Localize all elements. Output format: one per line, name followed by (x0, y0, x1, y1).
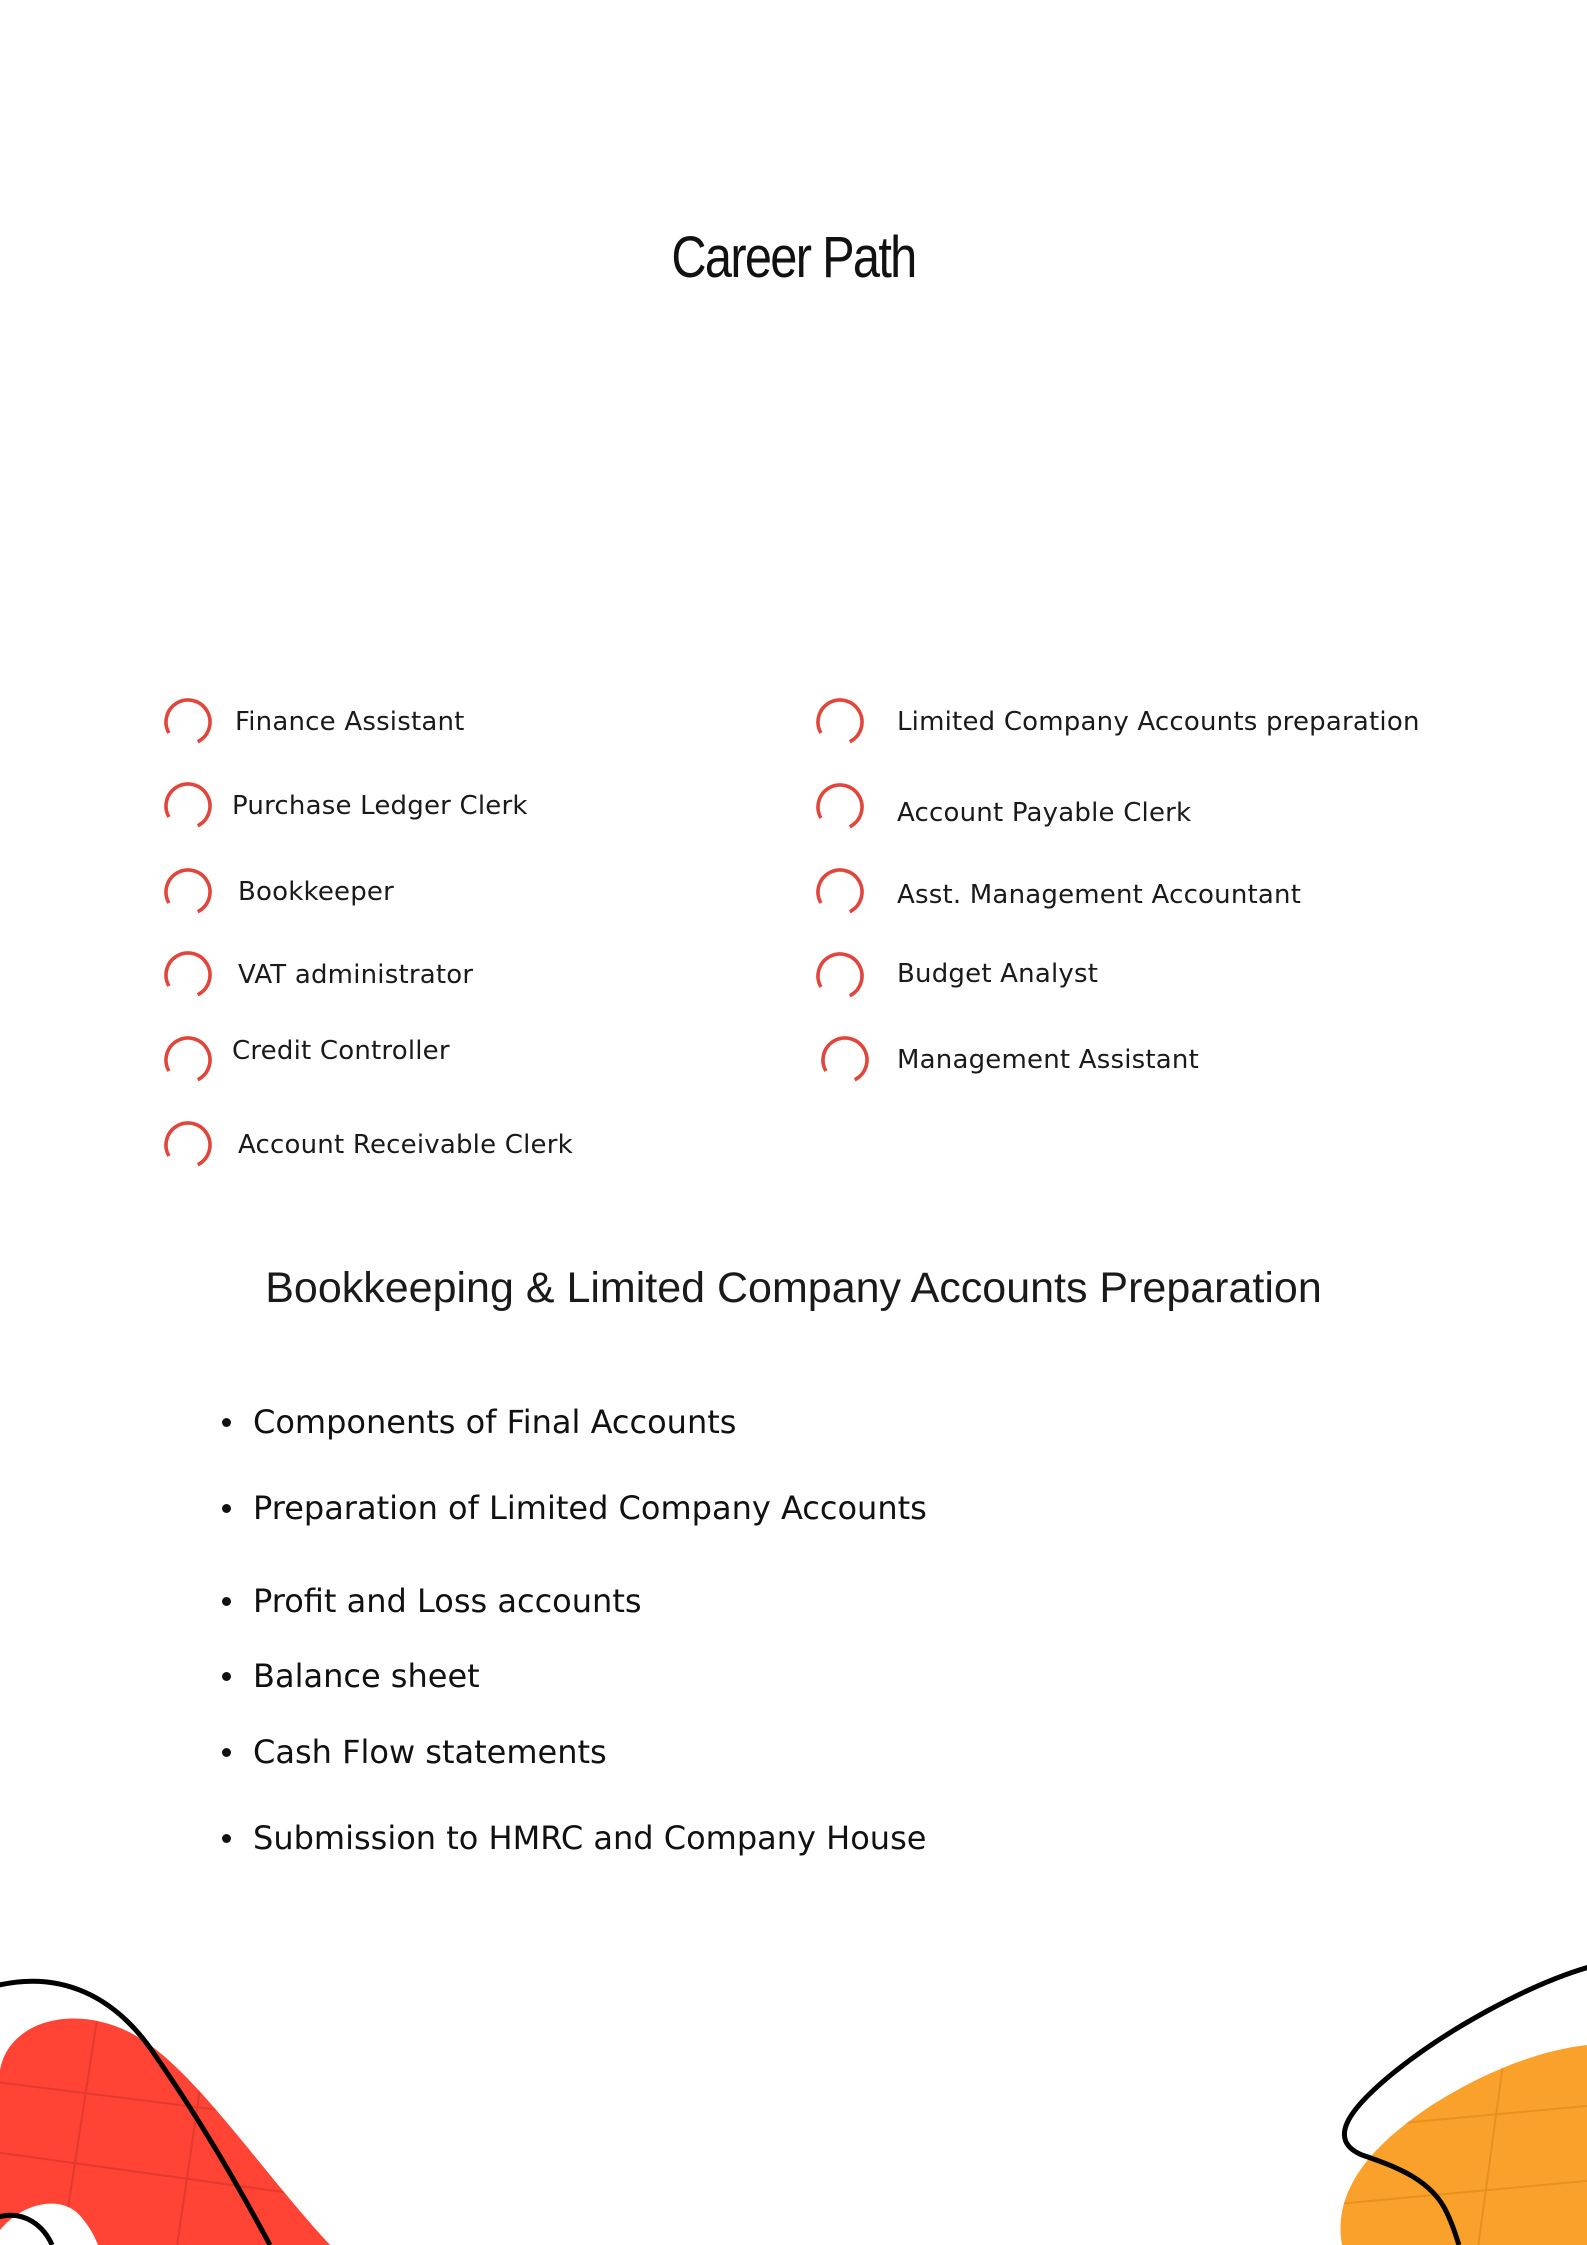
career-item (163, 1032, 450, 1088)
career-item-label: Purchase Ledger Clerk (232, 791, 528, 821)
open-circle-icon (163, 1120, 213, 1170)
career-item (163, 778, 528, 834)
list-item (222, 1485, 927, 1531)
open-circle-icon (163, 697, 213, 747)
section-heading: Bookkeeping & Limited Company Accounts Preparation (265, 1264, 1322, 1312)
career-item-label: Asst. Management Accountant (897, 880, 1302, 910)
open-circle-icon (815, 697, 865, 747)
career-item-label: VAT administrator (238, 960, 474, 990)
open-circle-icon (163, 1035, 213, 1085)
career-item-label: Limited Company Accounts preparation (897, 707, 1420, 737)
list-item (222, 1815, 926, 1861)
open-circle-icon (820, 1035, 870, 1085)
career-item-label: Credit Controller (232, 1036, 450, 1066)
career-item (163, 1117, 573, 1173)
decorative-orange-blob (1327, 1955, 1587, 2245)
career-item-label: Account Receivable Clerk (238, 1130, 573, 1160)
career-item-label: Management Assistant (897, 1045, 1199, 1075)
list-item (222, 1729, 607, 1775)
bullet-icon (222, 1672, 231, 1681)
list-item-label: Components of Final Accounts (253, 1403, 737, 1441)
bullet-icon (222, 1597, 231, 1606)
career-item (163, 864, 394, 920)
list-item (222, 1578, 642, 1624)
open-circle-icon (815, 782, 865, 832)
career-item (815, 694, 1420, 750)
list-item-label: Cash Flow statements (253, 1733, 607, 1771)
career-item-label: Bookkeeper (238, 877, 395, 907)
list-item-label: Preparation of Limited Company Accounts (253, 1489, 927, 1527)
career-item (163, 694, 465, 750)
career-item-label: Budget Analyst (897, 959, 1099, 989)
career-item-label: Account Payable Clerk (897, 798, 1192, 828)
career-item (815, 779, 1191, 835)
open-circle-icon (815, 867, 865, 917)
list-item (222, 1653, 480, 1699)
bullet-icon (222, 1504, 231, 1513)
open-circle-icon (815, 951, 865, 1001)
list-item (222, 1399, 736, 1445)
open-circle-icon (163, 950, 213, 1000)
open-circle-icon (163, 781, 213, 831)
list-item-label: Submission to HMRC and Company House (253, 1819, 927, 1857)
open-circle-icon (163, 867, 213, 917)
career-item (820, 1032, 1199, 1088)
bullet-icon (222, 1418, 231, 1427)
career-item-label: Finance Assistant (235, 707, 465, 737)
bullet-icon (222, 1748, 231, 1757)
career-item (815, 948, 1098, 1004)
career-item (815, 864, 1301, 920)
list-item-label: Profit and Loss accounts (253, 1582, 642, 1620)
list-item-label: Balance sheet (253, 1657, 480, 1695)
bullet-icon (222, 1834, 231, 1843)
page-title: Career Path (671, 225, 916, 290)
decorative-red-blob (0, 1960, 360, 2245)
career-item (163, 947, 473, 1003)
